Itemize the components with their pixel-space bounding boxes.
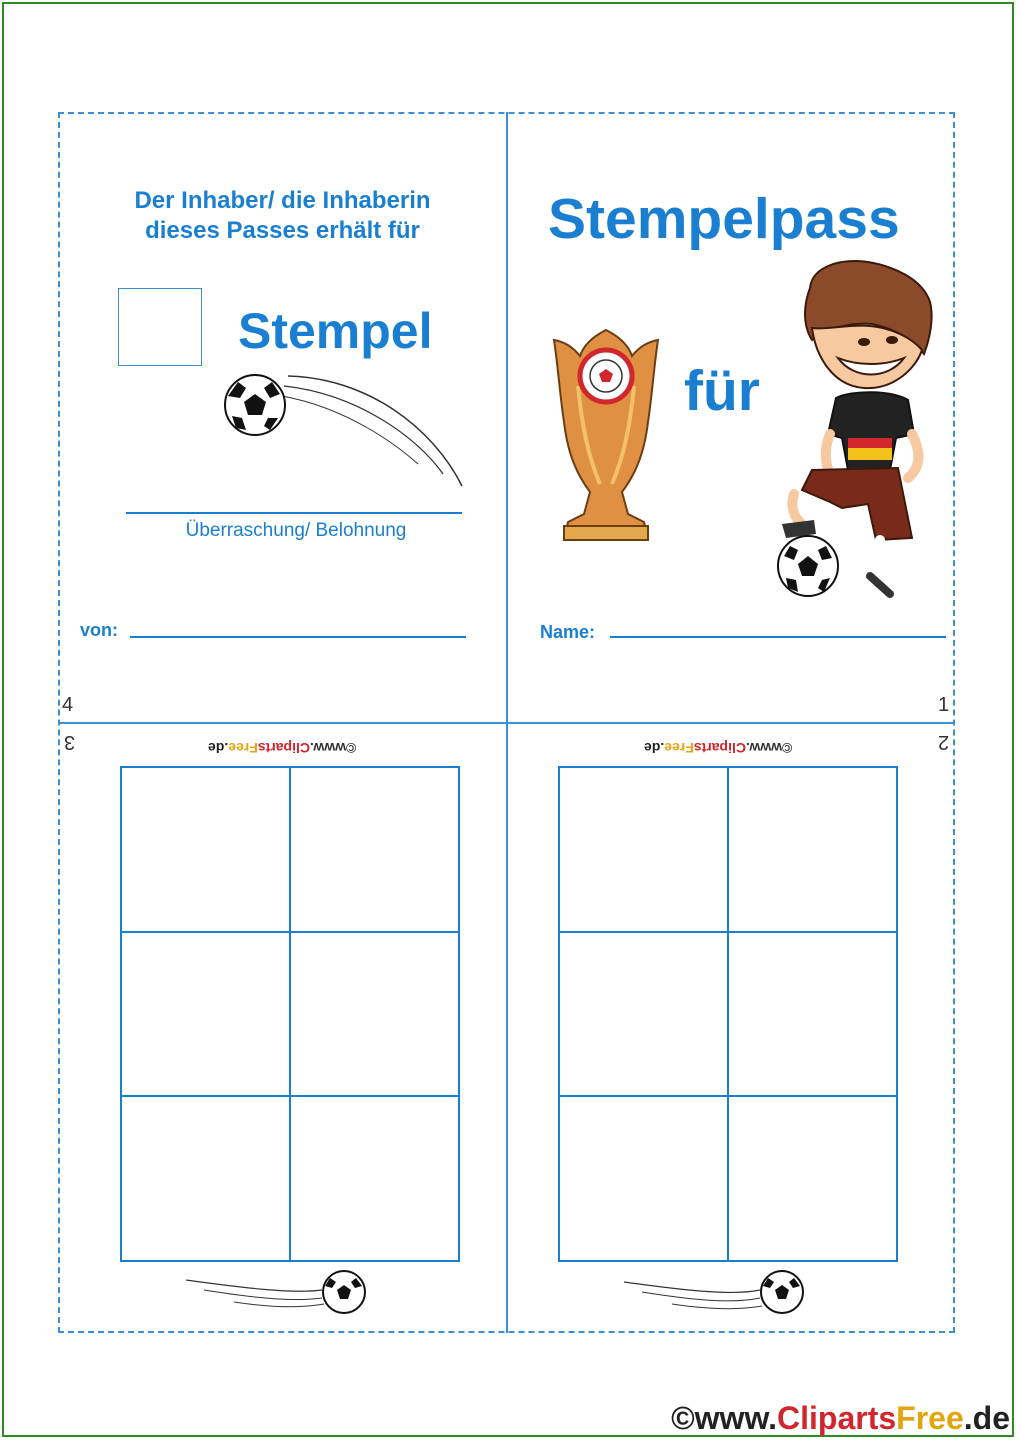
- credit-prefix: ©www.: [309, 740, 357, 756]
- stamp-cell: [121, 767, 290, 932]
- soccer-boy-illustration: [772, 258, 936, 598]
- holder-line-2: dieses Passes erhält für: [145, 217, 420, 244]
- credit-clip: Cliparts: [257, 740, 310, 756]
- name-line: [610, 636, 946, 638]
- footer-credit-prefix: ©www.: [671, 1400, 778, 1436]
- holder-text: [90, 186, 475, 246]
- page-title: Stempelpass: [548, 187, 900, 251]
- soccer-ball-icon: [622, 1268, 806, 1320]
- soccer-ball-icon: [184, 1268, 368, 1320]
- trophy-icon: [548, 326, 664, 544]
- stamp-grid-right: [558, 766, 898, 1262]
- stamp-grid-left: [120, 766, 460, 1262]
- stamp-cell: [728, 1096, 897, 1261]
- page-number-2: 2: [938, 731, 950, 753]
- stamp-cell: [290, 767, 459, 932]
- stamp-cell: [290, 1096, 459, 1261]
- for-word: für: [684, 359, 760, 423]
- credit-clip: Cliparts: [693, 740, 746, 756]
- credit-prefix: ©www.: [745, 740, 793, 756]
- stamp-word: Stempel: [238, 303, 433, 359]
- stamp-cell: [121, 1096, 290, 1261]
- credit-free: Free: [228, 740, 258, 756]
- page-number-1: 1: [938, 694, 950, 716]
- small-credit-left: [208, 740, 356, 756]
- soccer-ball-icon: [218, 368, 468, 492]
- footer-credit-free: Free: [896, 1400, 964, 1436]
- fold-line-horizontal: [58, 722, 955, 724]
- stamp-cell: [290, 932, 459, 1097]
- stamp-cell: [121, 932, 290, 1097]
- footer-credit-suffix: .de: [963, 1400, 1010, 1436]
- credit-suffix: .de: [644, 740, 665, 756]
- from-label: von:: [80, 620, 118, 640]
- holder-line-1: Der Inhaber/ die Inhaberin: [134, 187, 431, 214]
- page-number-3: 3: [64, 731, 76, 753]
- footer-credit-clip: Cliparts: [777, 1400, 897, 1436]
- reward-caption: Überraschung/ Belohnung: [185, 520, 407, 541]
- stamp-cell: [559, 1096, 728, 1261]
- stamp-cell: [559, 932, 728, 1097]
- page-number-4: 4: [62, 694, 74, 716]
- reward-line: [126, 512, 462, 514]
- credit-free: Free: [664, 740, 694, 756]
- footer-credit[interactable]: [671, 1400, 1010, 1437]
- name-label: Name:: [540, 622, 596, 642]
- stamp-cell: [728, 767, 897, 932]
- from-line: [130, 636, 466, 638]
- stamp-cell: [559, 767, 728, 932]
- stamp-count-box: [118, 288, 202, 366]
- stamp-cell: [728, 932, 897, 1097]
- credit-suffix: .de: [208, 740, 229, 756]
- small-credit-right: [644, 740, 792, 756]
